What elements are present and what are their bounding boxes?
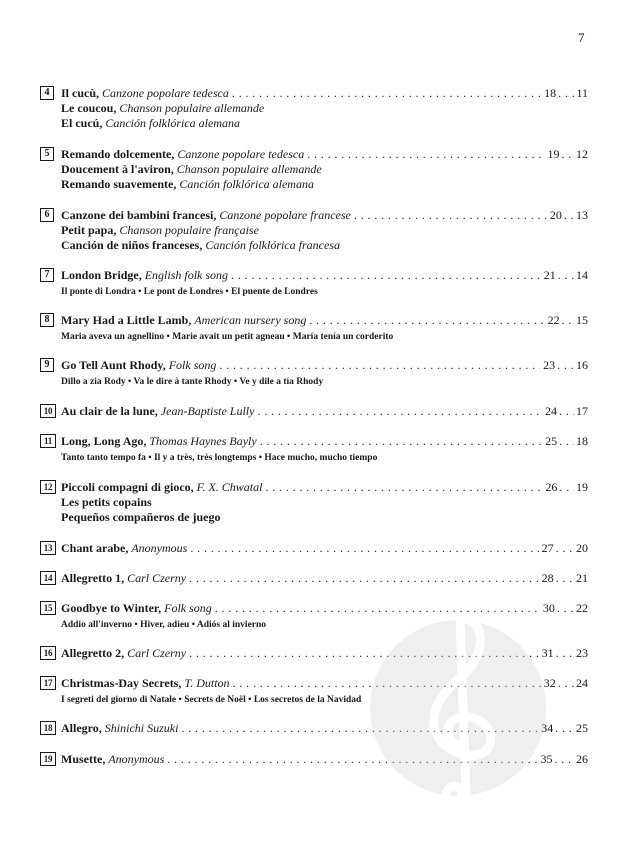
page-number: 7 [578, 30, 585, 45]
part-page-number: 15 [576, 313, 588, 327]
piece-title: London Bridge, [61, 268, 142, 282]
piece-title: Long, Long Ago, [61, 434, 147, 448]
toc-leader-line [61, 268, 588, 283]
score-page-number: 28 [541, 571, 554, 585]
dot-leader [231, 268, 541, 283]
piece-composer: Carl Czerny [127, 646, 187, 660]
translated-composer: Canción folklórica francesa [205, 238, 340, 252]
piece-composer: Canzone popolare tedesca [102, 86, 229, 100]
score-page-number: 23 [543, 358, 556, 372]
dot-leader [564, 208, 574, 223]
piece-composer: Canzone popolare tedesca [177, 147, 305, 161]
piece-composer: F. X. Chwatal [196, 480, 263, 494]
translated-title-text: Pequeños compañeros de juego [61, 510, 221, 524]
toc-leader-line [61, 434, 588, 449]
translated-titles-line: I segreti del giorno di Natale • Secrets de Noël • Los secretos de la Navidad [61, 695, 362, 705]
dot-leader [562, 147, 575, 162]
dot-leader [265, 480, 542, 495]
translated-title-text: Canción de niños franceses, [61, 238, 203, 252]
score-page-number: 30 [542, 601, 555, 615]
translated-title [61, 101, 588, 116]
score-page-number: 27 [541, 541, 554, 555]
toc-leader-line [61, 208, 588, 223]
translated-title [61, 510, 588, 525]
piece-composer: Canzone popolare francese [219, 208, 351, 222]
piece-number-box: 5 [40, 147, 54, 161]
piece-number-box: 19 [40, 752, 56, 766]
toc-leader-line [61, 147, 588, 162]
dot-leader [309, 313, 544, 328]
translated-titles-line: Tanto tanto tempo fa • Il y a très, très longtemps • Hace mucho, mucho tiempo [61, 453, 378, 463]
score-page-number: 31 [541, 646, 554, 660]
toc-leader-line [61, 358, 588, 373]
toc-entry-row [40, 147, 588, 162]
part-page-number: 16 [576, 358, 588, 372]
piece-composer: Carl Czerny [127, 571, 187, 585]
piece-number-box: 4 [40, 86, 54, 100]
translated-title-text: Petit papa, [61, 223, 117, 237]
translated-composer: Chanson populaire allemande [176, 162, 322, 176]
translated-title [61, 177, 588, 192]
translated-composer: Chanson populaire allemande [119, 101, 265, 115]
translated-composer: Canción folklórica alemana [179, 177, 314, 191]
piece-number-box: 7 [40, 268, 54, 282]
translated-title [61, 162, 588, 177]
translated-title-text: El cucú, [61, 116, 103, 130]
score-page-number: 21 [543, 268, 556, 282]
piece-title: Remando dolcemente, [61, 147, 175, 161]
score-page-number: 24 [545, 404, 558, 418]
dot-leader [559, 480, 574, 495]
toc-entry-row [40, 404, 588, 419]
score-page-number: 26 [545, 480, 558, 494]
toc-entry-row [40, 434, 588, 449]
piece-composer: Thomas Haynes Bayly [149, 434, 257, 448]
dot-leader [555, 752, 575, 767]
piece-title: Christmas-Day Secrets, [61, 676, 182, 690]
dot-leader [556, 571, 574, 586]
toc-leader-line [61, 541, 588, 556]
dot-leader [557, 358, 574, 373]
part-page-number: 20 [576, 541, 588, 555]
toc-entry-row [40, 208, 588, 223]
score-page-number: 20 [549, 208, 562, 222]
score-page-number: 22 [547, 313, 560, 327]
piece-number-box: 18 [40, 721, 56, 735]
piece-number-box: 6 [40, 208, 54, 222]
piece-title: Il cucù, [61, 86, 100, 100]
dot-leader [559, 404, 574, 419]
dot-leader [555, 721, 574, 736]
piece-number-box: 16 [40, 646, 56, 660]
piece-title: Canzone dei bambini francesi, [61, 208, 217, 222]
piece-title: Mary Had a Little Lamb, [61, 313, 192, 327]
dot-leader [558, 86, 574, 101]
translated-titles-line: Dillo a zia Rody • Va le dire à tante Rhody • Ve y dile a tía Rhody [61, 377, 324, 387]
piece-title: Au clair de la lune, [61, 404, 158, 418]
dot-leader [556, 541, 574, 556]
dot-leader [307, 147, 544, 162]
piece-composer: Anonymous [108, 752, 165, 766]
translated-composer: Chanson populaire française [119, 223, 259, 237]
translated-title [61, 116, 588, 131]
toc-entry [40, 147, 588, 192]
toc-entry [40, 268, 588, 299]
dot-leader [257, 404, 542, 419]
toc-entry-row [40, 480, 588, 495]
dot-leader [558, 268, 574, 283]
translated-title-text: Remando suavemente, [61, 177, 177, 191]
toc-entry [40, 434, 588, 465]
piece-composer: Folk song [164, 601, 212, 615]
piece-composer: T. Dutton [184, 676, 230, 690]
piece-title: Chant arabe, [61, 541, 129, 555]
translated-titles-line: Il ponte di Londra • Le pont de Londres • El puente de Londres [61, 287, 318, 297]
toc-leader-line [61, 480, 588, 495]
score-page-number: 32 [543, 676, 556, 690]
part-page-number: 22 [576, 601, 588, 615]
part-page-number: 18 [576, 434, 588, 448]
part-page-number: 26 [576, 752, 588, 766]
part-page-number: 19 [576, 480, 588, 494]
piece-number-box: 8 [40, 313, 54, 327]
score-page-number: 18 [544, 86, 557, 100]
part-page-number: 17 [576, 404, 588, 418]
piece-number-box: 17 [40, 676, 56, 690]
toc-entry [40, 358, 588, 389]
translated-titles-line: Addio all'inverno • Hiver, adieu • Adiós al invierno [61, 620, 267, 630]
part-page-number: 23 [576, 646, 588, 660]
toc-entry [40, 208, 588, 253]
part-page-number: 25 [576, 721, 588, 735]
dot-leader [232, 86, 541, 101]
piece-composer: Jean-Baptiste Lully [160, 404, 255, 418]
dot-leader [562, 313, 574, 328]
dot-leader [556, 646, 574, 661]
part-page-number: 24 [576, 676, 588, 690]
toc-entry-row [40, 268, 588, 283]
piece-number-box: 13 [40, 541, 56, 555]
piece-number-box: 10 [40, 404, 56, 418]
toc-entry-row [40, 541, 588, 556]
piece-title: Goodbye to Winter, [61, 601, 162, 615]
translated-title-text: Les petits copains [61, 495, 152, 509]
translated-composer: Canción folklórica alemana [105, 116, 240, 130]
translated-titles-line: Maria aveva un agnellino • Marie avait un petit agneau • María tenía un corderito [61, 332, 394, 342]
part-page-number: 14 [576, 268, 588, 282]
dot-leader [558, 676, 574, 691]
translated-title [61, 223, 588, 238]
piece-number-box: 12 [40, 480, 56, 494]
part-page-number: 13 [576, 208, 588, 222]
piece-title: Allegretto 1, [61, 571, 125, 585]
dot-leader [260, 434, 542, 449]
piece-number-box: 14 [40, 571, 56, 585]
toc-entry [40, 86, 588, 131]
dot-leader [557, 601, 574, 616]
toc-entry-row [40, 313, 588, 328]
toc-leader-line [61, 313, 588, 328]
piece-number-box: 15 [40, 601, 56, 615]
piece-composer: Anonymous [131, 541, 188, 555]
toc-leader-line [61, 404, 588, 419]
piece-title: Go Tell Aunt Rhody, [61, 358, 166, 372]
toc-entry [40, 541, 588, 556]
dot-leader [354, 208, 547, 223]
dot-leader [559, 434, 574, 449]
dot-leader [190, 541, 538, 556]
part-page-number: 21 [576, 571, 588, 585]
piece-composer: Folk song [168, 358, 217, 372]
piece-title: Allegretto 2, [61, 646, 125, 660]
toc-leader-line [61, 86, 588, 101]
toc-entry [40, 404, 588, 419]
part-page-number: 11 [576, 86, 588, 100]
translated-title [61, 238, 588, 253]
score-page-number: 35 [540, 752, 553, 766]
toc-entry [40, 313, 588, 344]
score-page-number: 34 [541, 721, 554, 735]
piece-title: Piccoli compagni di gioco, [61, 480, 194, 494]
score-page-number: 19 [547, 147, 560, 161]
piece-composer: American nursery song [194, 313, 307, 327]
toc-entry [40, 480, 588, 525]
piece-number-box: 9 [40, 358, 54, 372]
piece-number-box: 11 [40, 434, 56, 448]
dot-leader [219, 358, 540, 373]
piece-title: Allegro, [61, 721, 102, 735]
piece-composer: English folk song [144, 268, 229, 282]
score-page-number: 25 [545, 434, 558, 448]
translated-title-text: Le coucou, [61, 101, 117, 115]
piece-title: Musette, [61, 752, 106, 766]
toc-entry-row [40, 358, 588, 373]
treble-clef-watermark [368, 578, 548, 818]
piece-composer: Shinichi Suzuki [104, 721, 179, 735]
translated-title [61, 495, 588, 510]
toc-entry-row [40, 86, 588, 101]
part-page-number: 12 [576, 147, 588, 161]
translated-title-text: Doucement à l'aviron, [61, 162, 174, 176]
